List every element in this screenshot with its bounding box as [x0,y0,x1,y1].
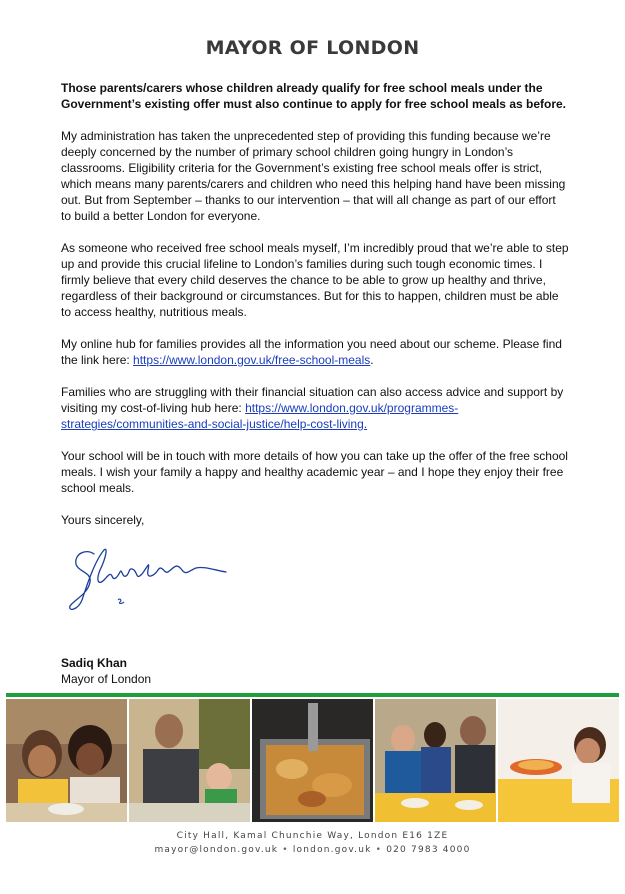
closing-salutation: Yours sincerely, [61,513,145,527]
footer-address: City Hall, Kamal Chunchie Way, London E16 1ZE [176,831,449,841]
lead-paragraph: Those parents/carers whose children already qualify for free school meals under the Government’s existing offer must also continue to apply for free school meals as before. [61,81,567,111]
paragraph-cost-of-living [61,384,569,432]
signer-title: Mayor of London [61,672,152,686]
cost-of-living-link[interactable]: https://www.london.gov.uk/programmes-strategies/communities-and-social-justice/help-cost-living. [61,401,459,431]
signer-name: Sadiq Khan [61,656,128,670]
footer-separator: • [375,845,383,855]
footer [0,829,625,857]
photo-school-meal-tray [252,699,373,822]
brand-divider [6,693,619,697]
photo-child-with-plate [498,699,619,822]
paragraph-school-contact: Your school will be in touch with more details of how you can take up the offer of the free school meals. I wish your family a happy and healthy academic year – and I hope they enjoy their free school meals. [61,449,568,495]
footer-email[interactable]: mayor@london.gov.uk [154,845,279,855]
masthead-title: MAYOR OF LONDON [205,37,420,59]
footer-separator: • [282,845,289,855]
photo-mayor-with-child [129,699,250,822]
handwritten-signature [64,540,234,615]
footer-website[interactable]: london.gov.uk [292,845,372,855]
footer-phone: 020 7983 4000 [386,845,471,855]
photo-children-eating [6,699,127,822]
online-hub-text: My online hub for families provides all the information you need about our scheme. Please find the link here: [61,337,562,367]
photo-mayor-at-lunch-table [375,699,496,822]
letter-body [61,80,569,544]
signer-block [61,655,151,687]
footer-contact-line [0,843,625,857]
paragraph-funding: My administration has taken the unprecedented step of providing this funding because we’re deeply concerned by the number of primary school children going hungry in London’s classrooms. Eligibility criteria for the Government’s existing free school meals offer is strict, which means many parents/carers and children who need this helping hand have been missing out. But from September – thanks to our intervention – that will all change as part of our effort to build a better London for everyone. [61,129,566,223]
paragraph-online-hub [61,336,569,368]
photo-strip [6,699,619,822]
paragraph-personal: As someone who received free school meals myself, I’m incredibly proud that we’re able to step up and provide this crucial lifeline to London’s families during such tough economic times. I firmly believe that every child deserves the chance to be able to grow up healthy and thrive, regardless of their background or circumstances. But for this to happen, children must be able to access healthy, nutritious meals. [61,241,569,319]
online-hub-end: . [370,353,374,367]
free-school-meals-link[interactable]: https://www.london.gov.uk/free-school-meals [133,353,371,367]
cost-of-living-text: Families who are struggling with their financial situation can also access advice and support by visiting my cost-of-living hub here: [61,385,564,415]
